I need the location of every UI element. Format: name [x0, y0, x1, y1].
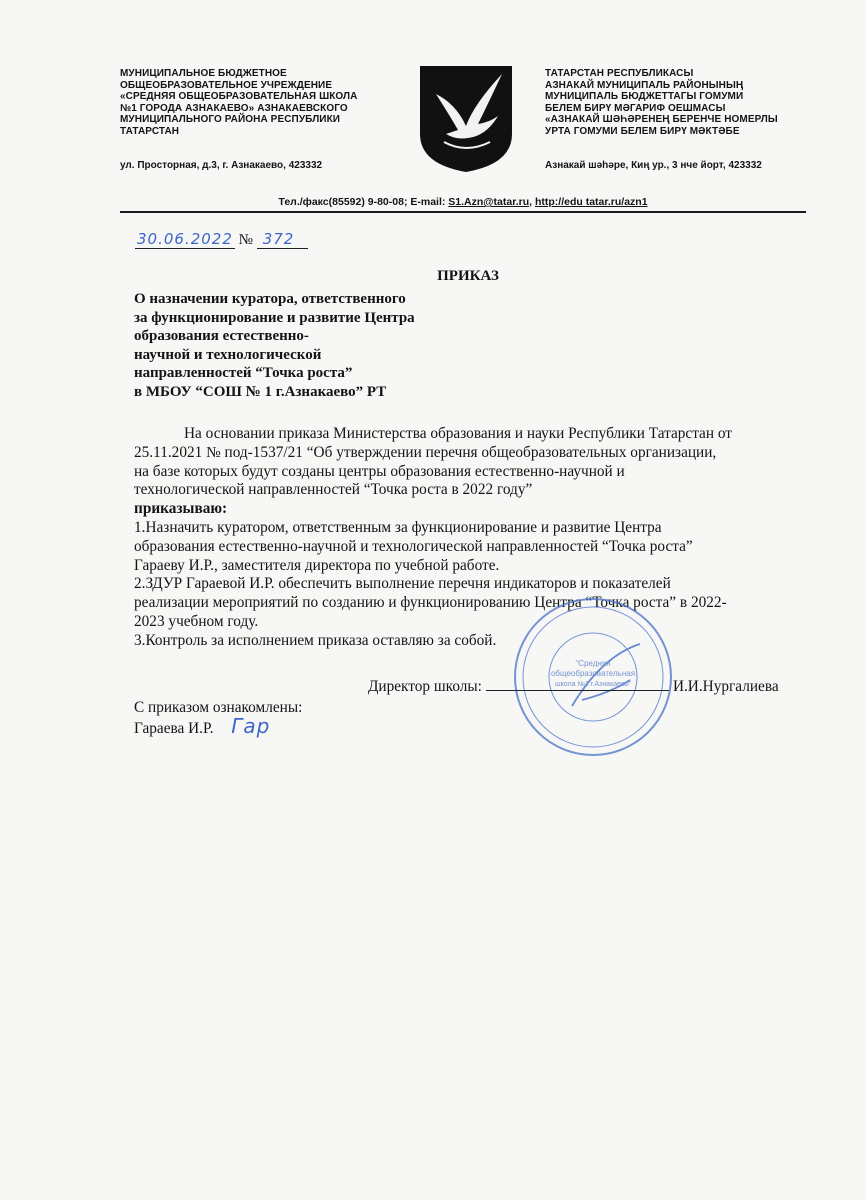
header-right-line: «АЗНАКАЙ ШӘҺӘРЕНЕҢ БЕРЕНЧЕ НОМЕРЛЫ [545, 114, 778, 125]
contacts-separator: , [529, 196, 535, 208]
header-left-line: «СРЕДНЯЯ ОБЩЕОБРАЗОВАТЕЛЬНАЯ ШКОЛА [120, 91, 358, 102]
item-1-line: образования естественно-научной и технологической направленностей “Точка роста” [134, 537, 693, 555]
body-line: технологической направленностей “Точка роста в 2022 году” [134, 481, 533, 499]
document-title: ПРИКАЗ [437, 268, 499, 284]
number-sign: № [238, 232, 253, 248]
acknowledgement-label: С приказом ознакомлены: [134, 699, 303, 716]
body-line: 25.11.2021 № под-1537/21 “Об утверждении перечня общеобразовательных организации, [134, 443, 717, 461]
director-signature-row [368, 678, 779, 696]
contacts-prefix: Тел./факс(85592) 9-80-08; E-mail: [278, 196, 449, 208]
body-line: на базе которых будут созданы центры образования естественно-научной и [134, 462, 625, 480]
header-right-line: УРТА ГОМУМИ БЕЛЕМ БИРҮ МӘКТӘБЕ [545, 125, 740, 137]
header-left-block [120, 68, 405, 137]
acknowledged-person: Гараева И.Р. [134, 720, 214, 737]
header-left-line: №1 ГОРОДА АЗНАКАЕВО» АЗНАКАЕВСКОГО [120, 102, 348, 114]
header-right-address: Азнакай шәһәре, Киң ур., 3 нче йорт, 423332 [545, 160, 762, 171]
header-left-line: ТАТАРСТАН [120, 125, 180, 137]
subject-line: за функционирование и развитие Центра [134, 309, 415, 326]
director-label: Директор школы: [368, 678, 482, 695]
order-date: 30.06.2022 [137, 230, 233, 248]
item-1-line: 1.Назначить куратором, ответственным за функционирование и развитие Центра [134, 518, 662, 536]
header-right-block [545, 68, 825, 137]
item-2-line: реализации мероприятий по созданию и функционированию Центра “Точка роста” в 2022- [134, 594, 727, 612]
item-1-line: Гараеву И.Р., заместителя директора по учебной работе. [134, 556, 500, 574]
header-right-line: АЗНАКАЙ МУНИЦИПАЛЬ РАЙОНЫНЫҢ [545, 79, 744, 91]
item-3-line: 3.Контроль за исполнением приказа оставляю за собой. [134, 631, 497, 649]
director-name: И.И.Нургалиева [672, 678, 779, 695]
order-body [134, 425, 810, 651]
contacts-line [120, 196, 806, 213]
subject-line: научной и технологической [134, 346, 322, 363]
person-signature: Гар [231, 714, 271, 738]
school-stamp [512, 596, 674, 758]
stamp-text-line: “Средняя [575, 659, 611, 668]
header-left-line: ОБЩЕОБРАЗОВАТЕЛЬНОЕ УЧРЕЖДЕНИЕ [120, 79, 333, 91]
header-right-line: БЕЛЕМ БИРҮ МӘГАРИФ ОЕШМАСЫ [545, 102, 726, 114]
header-left-line: МУНИЦИПАЛЬНОЕ БЮДЖЕТНОЕ [120, 68, 287, 79]
order-word: приказываю: [134, 500, 228, 518]
header-right-line: ТАТАРСТАН РЕСПУБЛИКАСЫ [545, 68, 694, 79]
subject-line: направленностей “Точка роста” [134, 365, 353, 381]
subject-line: в МБОУ “СОШ № 1 г.Азнакаево” РТ [134, 383, 387, 400]
item-2-line: 2.ЗДУР Гараевой И.Р. обеспечить выполнение перечня индикаторов и показателей [134, 575, 671, 593]
email-link[interactable]: S1.Azn@tatar.ru [448, 196, 530, 208]
item-2-line: 2023 учебном году. [134, 612, 259, 630]
order-subject [134, 290, 474, 401]
coat-of-arms-emblem [416, 64, 516, 174]
signature-line [486, 690, 669, 691]
header-left-line: МУНИЦИПАЛЬНОГО РАЙОНА РЕСПУБЛИКИ [120, 114, 341, 125]
acknowledgement-block [134, 698, 302, 738]
subject-line: образования естественно- [134, 328, 309, 344]
subject-line: О назначении куратора, ответственного [134, 291, 406, 307]
header-left-address: ул. Просторная, д.3, г. Азнакаево, 423332 [120, 160, 323, 171]
website-link[interactable]: http://edu tatar.ru/azn1 [534, 196, 648, 208]
body-line: На основании приказа Министерства образования и науки Республики Татарстан от [184, 425, 732, 442]
stamp-text-line: общеобразовательная [550, 669, 636, 678]
header-right-line: МУНИЦИПАЛЬ БЮДЖЕТТАГЫ ГОМУМИ [545, 91, 744, 102]
stamp-text-line: школа №1 г.Азнакаево” [555, 681, 631, 688]
order-date-number [135, 230, 308, 249]
order-number: 372 [257, 230, 309, 249]
